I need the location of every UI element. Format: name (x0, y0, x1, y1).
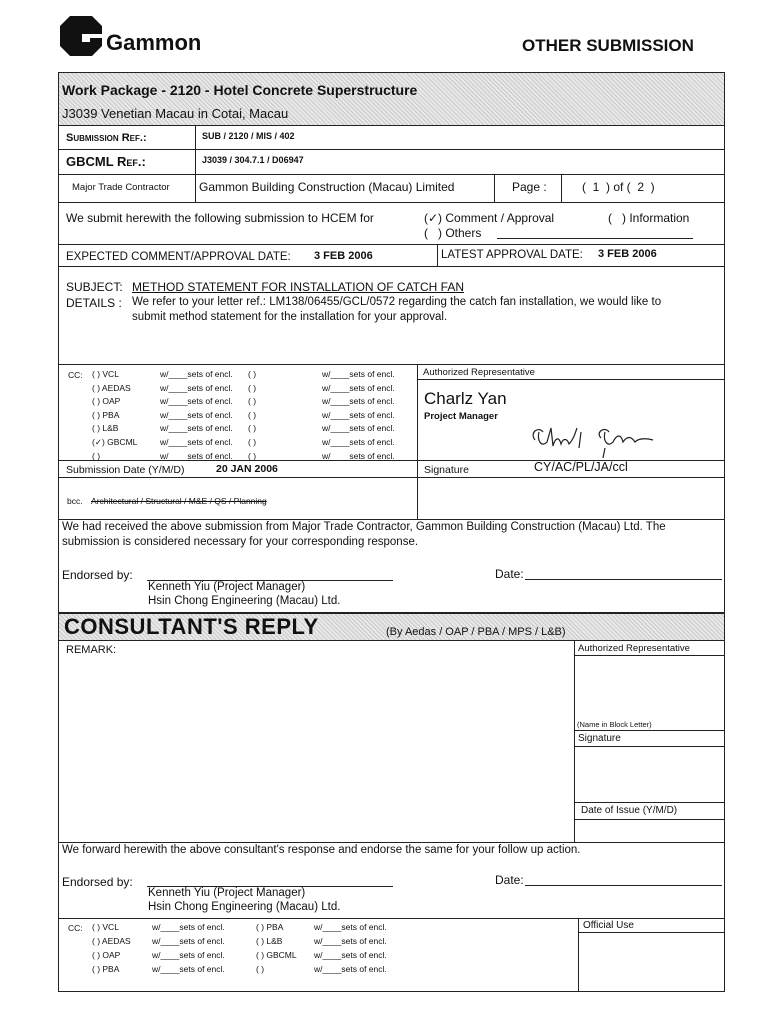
forward-endorser-company: Hsin Chong Engineering (Macau) Ltd. (148, 901, 341, 913)
cc2-recipient-2[interactable]: ( ) (256, 964, 265, 974)
cc-encl: w/____sets of encl. (160, 450, 233, 461)
handwritten-signature (525, 418, 695, 458)
submission-date-value: 20 JAN 2006 (216, 463, 278, 475)
official-use-label: Official Use (583, 920, 634, 931)
submission-date-label: Submission Date (Y/M/D) (66, 464, 185, 476)
cc2-recipient-2[interactable]: ( ) PBA (256, 922, 284, 932)
cc2-encl-2: w/____sets of encl. (314, 964, 387, 974)
consultant-reply-by: (By Aedas / OAP / PBA / MPS / L&B) (386, 626, 566, 638)
cc-recipient[interactable]: ( ) OAP (92, 396, 121, 407)
cc-recipient-2[interactable]: ( ) (248, 437, 257, 447)
cc-recipient-2[interactable]: ( ) (248, 396, 257, 407)
endorser-name: Kenneth Yiu (Project Manager) (148, 581, 306, 593)
cc2-encl-2: w/____sets of encl. (314, 950, 387, 960)
cc-recipient-2[interactable]: ( ) (248, 369, 257, 379)
cc-recipient[interactable]: ( ) VCL (92, 369, 119, 379)
cc2-encl-2: w/____sets of encl. (314, 936, 387, 946)
latest-date-label: LATEST APPROVAL DATE: (441, 249, 583, 261)
signature-label: Signature (424, 464, 469, 476)
option-comment-approval[interactable]: (✓) Comment / Approval (424, 211, 555, 225)
company-logo (60, 16, 102, 56)
cc-recipient[interactable]: ( ) (92, 450, 101, 461)
cc2-encl: w/____sets of encl. (152, 964, 225, 974)
subject-label: SUBJECT: (66, 280, 123, 294)
submit-intro: We submit herewith the following submission to HCEM for (66, 211, 374, 225)
gbcml-ref-value: J3039 / 304.7.1 / D06947 (202, 155, 304, 165)
received-line-2: submission is considered necessary for your corresponding response. (62, 536, 419, 548)
latest-date-value: 3 FEB 2006 (598, 248, 657, 260)
initials: CY/AC/PL/JA/ccl (534, 460, 628, 474)
cc-recipient[interactable]: ( ) PBA (92, 409, 120, 420)
work-package-title: Work Package - 2120 - Hotel Concrete Superstructure (62, 82, 418, 98)
cc-encl-2: w/____sets of encl. (322, 369, 395, 379)
company-name: Gammon (106, 30, 202, 55)
submission-ref-label: Submission Ref.: (66, 132, 147, 144)
gammon-logo-icon (60, 16, 102, 56)
gbcml-ref-label: GBCML Ref.: (66, 154, 146, 169)
endorser-company: Hsin Chong Engineering (Macau) Ltd. (148, 595, 341, 607)
expected-date-value: 3 FEB 2006 (314, 250, 373, 262)
cc-encl-2: w/____sets of encl. (322, 423, 395, 434)
cc2-recipient-2[interactable]: ( ) GBCML (256, 950, 297, 960)
details-line-1: We refer to your letter ref.: LM138/06455/GCL/0572 regarding the catch fan installation, we would like to (132, 296, 662, 308)
cc2-recipient-2[interactable]: ( ) L&B (256, 936, 283, 946)
page-label: Page : (512, 180, 547, 194)
cc2-label: CC: (68, 923, 83, 933)
cc-encl-2: w/____sets of encl. (322, 409, 395, 420)
forward-date-label: Date: (495, 873, 524, 887)
reply-auth-rep-label: Authorized Representative (578, 643, 690, 654)
cc2-recipient[interactable]: ( ) OAP (92, 950, 121, 960)
received-line-1: We had received the above submission from Major Trade Contractor, Gammon Building Construction (Macau) Ltd. The (62, 521, 666, 533)
job-title: J3039 Venetian Macau in Cotai, Macau (62, 106, 289, 121)
name-block-label: (Name in Block Letter) (577, 720, 652, 729)
submission-ref-value: SUB / 2120 / MIS / 402 (202, 131, 295, 141)
cc-encl: w/____sets of encl. (160, 437, 233, 447)
cc2-recipient[interactable]: ( ) PBA (92, 964, 120, 974)
rep-title: Project Manager (424, 411, 498, 422)
page-count: ( 1 ) of ( 2 ) (582, 180, 655, 194)
form-title: OTHER SUBMISSION (522, 36, 694, 55)
bcc-value: Architectural / Structural / M&E / QS / Planning (91, 496, 267, 506)
consultant-reply-title: CONSULTANT'S REPLY (64, 614, 319, 639)
cc2-encl: w/____sets of encl. (152, 922, 225, 932)
rep-name: Charlz Yan (424, 389, 507, 408)
cc-encl: w/____sets of encl. (160, 423, 233, 434)
cc2-recipient[interactable]: ( ) VCL (92, 922, 119, 932)
cc-encl: w/____sets of encl. (160, 382, 233, 393)
cc-recipient-2[interactable]: ( ) (248, 382, 257, 393)
cc-encl-2: w/____sets of encl. (322, 450, 395, 461)
cc-encl: w/____sets of encl. (160, 369, 233, 379)
date-issue-label: Date of Issue (Y/M/D) (581, 805, 678, 816)
cc-encl-2: w/____sets of encl. (322, 396, 395, 407)
cc2-encl-2: w/____sets of encl. (314, 922, 387, 932)
cc-label: CC: (68, 370, 83, 380)
cc-recipient-2[interactable]: ( ) (248, 409, 257, 420)
cc-recipient[interactable]: ( ) L&B (92, 423, 119, 434)
cc2-recipient[interactable]: ( ) AEDAS (92, 936, 131, 946)
bcc-label: bcc. (67, 496, 83, 506)
forward-endorsed-label: Endorsed by: (62, 875, 133, 889)
contractor-label: Major Trade Contractor (72, 182, 170, 193)
option-others[interactable]: ( ) Others (424, 226, 482, 240)
cc-recipient-2[interactable]: ( ) (248, 423, 257, 434)
subject-value: METHOD STATEMENT FOR INSTALLATION OF CATCH FAN (132, 280, 465, 294)
cc-encl-2: w/____sets of encl. (322, 382, 395, 393)
expected-date-label: EXPECTED COMMENT/APPROVAL DATE: (66, 251, 291, 263)
option-information[interactable]: ( ) Information (608, 211, 690, 225)
cc2-encl: w/____sets of encl. (152, 936, 225, 946)
reply-signature-label: Signature (578, 733, 621, 744)
contractor-value: Gammon Building Construction (Macau) Limited (199, 180, 455, 194)
cc-encl-2: w/____sets of encl. (322, 437, 395, 447)
auth-rep-label: Authorized Representative (423, 367, 535, 378)
received-date-label: Date: (495, 567, 524, 581)
endorsed-label: Endorsed by: (62, 568, 133, 582)
forward-endorser-name: Kenneth Yiu (Project Manager) (148, 887, 306, 899)
cc-recipient-2[interactable]: ( ) (248, 450, 257, 461)
cc-recipient[interactable]: (✓) GBCML (92, 437, 138, 447)
remark-label: REMARK: (66, 644, 117, 656)
details-line-2: submit method statement for the installation for your approval. (132, 311, 448, 323)
cc-recipient[interactable]: ( ) AEDAS (92, 382, 131, 393)
cc-encl: w/____sets of encl. (160, 409, 233, 420)
forward-line: We forward herewith the above consultant's response and endorse the same for your follow up action. (62, 844, 581, 856)
cc2-encl: w/____sets of encl. (152, 950, 225, 960)
cc-encl: w/____sets of encl. (160, 396, 233, 407)
details-label: DETAILS : (66, 296, 122, 310)
